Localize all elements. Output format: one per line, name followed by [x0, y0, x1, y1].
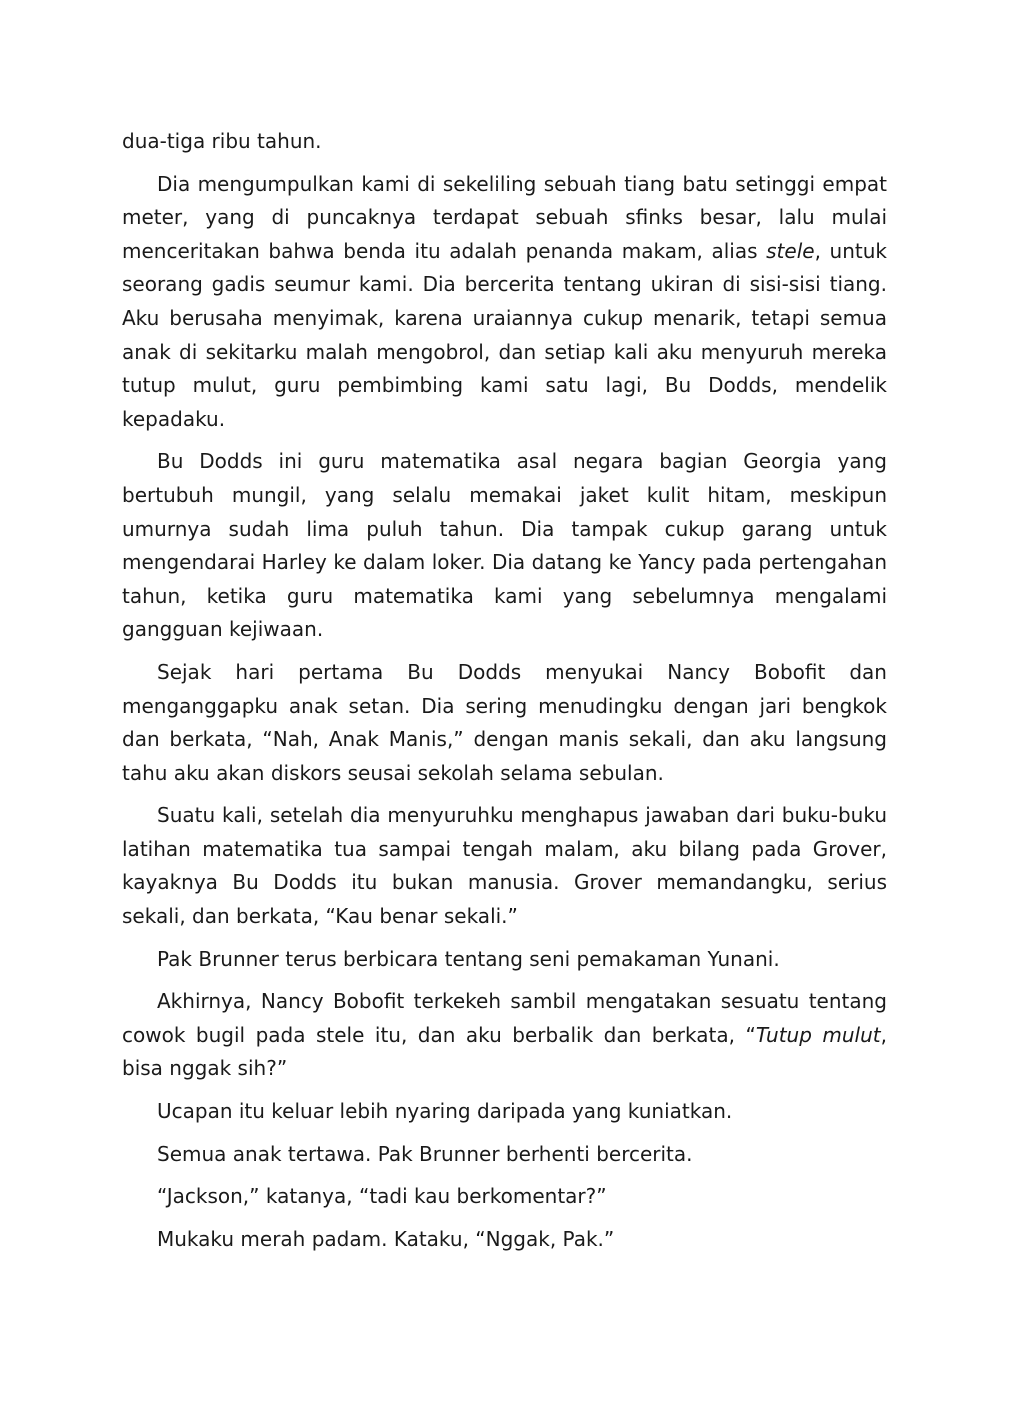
paragraph — [122, 1138, 887, 1172]
document-page — [122, 125, 887, 1265]
paragraph — [122, 656, 887, 790]
paragraph-text: Sejak hari pertama Bu Dodds menyukai Nancy Bobofit dan menganggapku anak setan. Dia sering menudingku dengan jari bengkok dan berkata, “Nah, Anak Manis,” dengan manis sekali, dan aku langsung tahu aku akan diskors seusai sekolah selama sebulan. — [122, 659, 887, 785]
paragraph-text: Suatu kali, setelah dia menyuruhku menghapus jawaban dari buku-buku latihan matematika tua sampai tengah malam, aku bilang pada Grover, kayaknya Bu Dodds itu bukan manusia. Grover memandangku, serius sekali, dan berkata, “Kau benar sekali.” — [122, 803, 887, 929]
paragraph-text: Bu Dodds ini guru matematika asal negara bagian Georgia yang bertubuh mungil, yang selalu memakai jaket kulit hitam, meskipun umurnya sudah lima puluh tahun. Dia tampak cukup garang untuk mengendarai Harley ke dalam loker. Dia datang ke Yancy pada pertengahan tahun, ketika guru matematika kami yang sebelumnya mengalami gangguan kejiwaan. — [122, 449, 887, 642]
paragraph — [122, 1223, 887, 1257]
paragraph-text: Mukaku merah padam. Kataku, “Nggak, Pak.” — [157, 1226, 615, 1251]
paragraph — [122, 943, 887, 977]
paragraph — [122, 1095, 887, 1129]
paragraph-text: , bisa nggak sih?” — [122, 1022, 887, 1081]
paragraph-text: Pak Brunner terus berbicara tentang seni pemakaman Yunani. — [157, 946, 780, 971]
paragraph-text: Dia mengumpulkan kami di sekeliling sebuah tiang batu setinggi empat meter, yang di puncaknya terdapat sebuah sfinks besar, lalu mulai menceritakan bahwa benda itu adalah penanda makam, alias — [122, 171, 887, 263]
paragraph — [122, 799, 887, 933]
paragraph-text: Semua anak tertawa. Pak Brunner berhenti bercerita. — [157, 1141, 693, 1166]
paragraph-text: , untuk seorang gadis seumur kami. Dia bercerita tentang ukiran di sisi-sisi tiang. Aku berusaha menyimak, karena uraiannya cukup menarik, tetapi semua anak di sekitarku malah mengobrol, dan setiap kali aku menyuruh mereka tutup mulut, guru pembimbing kami satu lagi, Bu Dodds, mendelik kepadaku. — [122, 238, 887, 431]
paragraph-text: Ucapan itu keluar lebih nyaring daripada yang kuniatkan. — [157, 1099, 733, 1124]
paragraph — [122, 1180, 887, 1214]
paragraph — [122, 125, 887, 159]
paragraph-text: Akhirnya, Nancy Bobofit terkekeh sambil mengatakan sesuatu tentang cowok bugil pada stele itu, dan aku berbalik dan berkata, “ — [122, 989, 887, 1047]
italic-term: stele — [766, 238, 815, 263]
italic-phrase: Tutup mulut — [755, 1022, 881, 1047]
paragraph — [122, 445, 887, 647]
paragraph — [122, 985, 887, 1086]
paragraph-text: “Jackson,” katanya, “tadi kau berkomentar?” — [157, 1184, 607, 1209]
paragraph-text: dua-tiga ribu tahun. — [122, 129, 322, 153]
paragraph — [122, 168, 887, 437]
